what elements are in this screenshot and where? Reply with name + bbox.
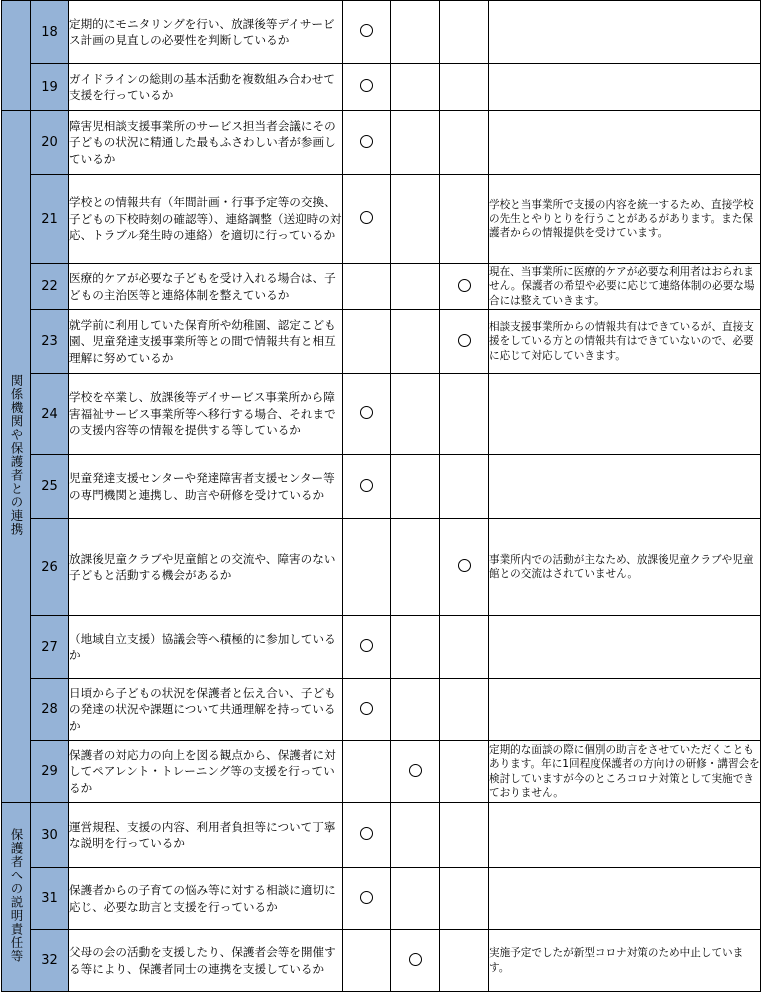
category-cell: 関係機関や保護者との連携 bbox=[2, 111, 31, 803]
note-text bbox=[489, 679, 761, 741]
col-yes bbox=[343, 64, 391, 111]
note-text bbox=[489, 111, 761, 175]
row-number: 20 bbox=[31, 111, 69, 175]
item-text: 学校との情報共有（年間計画・行事予定等の交換、子どもの下校時刻の確認等）、連絡調整（送迎時の対応、トラブル発生時の連絡）を適切に行っているか bbox=[69, 175, 343, 264]
item-text: 学校を卒業し、放課後等デイサービス事業所から障害福祉サービス事業所等へ移行する場合、それまでの支援内容等の情報を提供する等しているか bbox=[69, 374, 343, 455]
item-text: 児童発達支援センターや発達障害者支援センター等の専門機関と連携し、助言や研修を受けているか bbox=[69, 455, 343, 519]
note-text: 定期的な面談の際に個別の助言をさせていただくこともあります。年に1回程度保護者の方向けの研修・講習会を検討していますが今のところコロナ対策として実施できておりません。 bbox=[489, 741, 761, 803]
table-row bbox=[2, 374, 761, 455]
col-no bbox=[440, 1, 489, 64]
col-yes bbox=[343, 455, 391, 519]
row-number: 23 bbox=[31, 310, 69, 374]
col-no bbox=[440, 175, 489, 264]
table-row bbox=[2, 175, 761, 264]
yes-circle-icon bbox=[360, 24, 373, 37]
col-partial bbox=[391, 374, 440, 455]
col-no bbox=[440, 64, 489, 111]
col-yes bbox=[343, 374, 391, 455]
item-text: 障害児相談支援事業所のサービス担当者会議にその子どもの状況に精通した最もふさわしい者が参画しているか bbox=[69, 111, 343, 175]
col-partial bbox=[391, 741, 440, 803]
table-row bbox=[2, 803, 761, 868]
item-text: 日頃から子どもの状況を保護者と伝え合い、子どもの発達の状況や課題について共通理解を持っているか bbox=[69, 679, 343, 741]
yes-circle-icon bbox=[360, 827, 373, 840]
category-cell: 保護者への説明責任等 bbox=[2, 803, 31, 992]
yes-circle-icon bbox=[360, 639, 373, 652]
no-circle-icon bbox=[458, 279, 471, 292]
row-number: 19 bbox=[31, 64, 69, 111]
yes-circle-icon bbox=[360, 211, 373, 224]
row-number: 18 bbox=[31, 1, 69, 64]
col-yes bbox=[343, 803, 391, 868]
note-text bbox=[489, 868, 761, 930]
row-number: 21 bbox=[31, 175, 69, 264]
row-number: 29 bbox=[31, 741, 69, 803]
col-partial bbox=[391, 679, 440, 741]
row-number: 24 bbox=[31, 374, 69, 455]
partial-circle-icon bbox=[409, 764, 422, 777]
note-text: 相談支援事業所からの情報共有はできているが、直接支援をしている方との情報共有はできていないので、必要に応じて対応していきます。 bbox=[489, 310, 761, 374]
col-partial bbox=[391, 868, 440, 930]
item-text: 保護者の対応力の向上を図る観点から、保護者に対してペアレント・トレーニング等の支援を行っているか bbox=[69, 741, 343, 803]
col-no bbox=[440, 310, 489, 374]
col-partial bbox=[391, 1, 440, 64]
col-yes bbox=[343, 1, 391, 64]
note-text bbox=[489, 803, 761, 868]
table-row bbox=[2, 111, 761, 175]
table-row bbox=[2, 1, 761, 64]
table-row bbox=[2, 616, 761, 679]
category-cell bbox=[2, 1, 31, 111]
table-row bbox=[2, 310, 761, 374]
no-circle-icon bbox=[458, 334, 471, 347]
table-row bbox=[2, 264, 761, 310]
col-yes bbox=[343, 310, 391, 374]
col-no bbox=[440, 519, 489, 616]
table-row bbox=[2, 455, 761, 519]
col-partial bbox=[391, 264, 440, 310]
col-partial bbox=[391, 175, 440, 264]
col-no bbox=[440, 111, 489, 175]
partial-circle-icon bbox=[409, 953, 422, 966]
col-no bbox=[440, 374, 489, 455]
col-no bbox=[440, 616, 489, 679]
table-row bbox=[2, 741, 761, 803]
yes-circle-icon bbox=[360, 79, 373, 92]
col-yes bbox=[343, 616, 391, 679]
row-number: 32 bbox=[31, 930, 69, 992]
table-row bbox=[2, 519, 761, 616]
col-yes bbox=[343, 741, 391, 803]
table-row bbox=[2, 679, 761, 741]
note-text bbox=[489, 616, 761, 679]
col-no bbox=[440, 741, 489, 803]
note-text bbox=[489, 455, 761, 519]
col-no bbox=[440, 868, 489, 930]
col-no bbox=[440, 803, 489, 868]
col-partial bbox=[391, 803, 440, 868]
row-number: 22 bbox=[31, 264, 69, 310]
item-text: 父母の会の活動を支援したり、保護者会等を開催する等により、保護者同士の連携を支援しているか bbox=[69, 930, 343, 992]
item-text: 運営規程、支援の内容、利用者負担等について丁寧な説明を行っているか bbox=[69, 803, 343, 868]
yes-circle-icon bbox=[360, 135, 373, 148]
col-yes bbox=[343, 111, 391, 175]
col-no bbox=[440, 455, 489, 519]
row-number: 26 bbox=[31, 519, 69, 616]
col-no bbox=[440, 930, 489, 992]
row-number: 27 bbox=[31, 616, 69, 679]
row-number: 30 bbox=[31, 803, 69, 868]
yes-circle-icon bbox=[360, 406, 373, 419]
col-yes bbox=[343, 868, 391, 930]
yes-circle-icon bbox=[360, 891, 373, 904]
note-text: 実施予定でしたが新型コロナ対策のため中止しています。 bbox=[489, 930, 761, 992]
yes-circle-icon bbox=[360, 702, 373, 715]
table-row bbox=[2, 64, 761, 111]
col-yes bbox=[343, 175, 391, 264]
note-text: 事業所内での活動が主なため、放課後児童クラブや児童館との交流はされていません。 bbox=[489, 519, 761, 616]
note-text bbox=[489, 1, 761, 64]
row-number: 25 bbox=[31, 455, 69, 519]
col-partial bbox=[391, 111, 440, 175]
col-yes bbox=[343, 679, 391, 741]
item-text: 放課後児童クラブや児童館との交流や、障害のない子どもと活動する機会があるか bbox=[69, 519, 343, 616]
col-no bbox=[440, 679, 489, 741]
item-text: 定期的にモニタリングを行い、放課後等デイサービス計画の見直しの必要性を判断しているか bbox=[69, 1, 343, 64]
note-text: 現在、当事業所に医療的ケアが必要な利用者はおられません。保護者の希望や必要に応じて連絡体制の必要な場合には整えていきます。 bbox=[489, 264, 761, 310]
col-partial bbox=[391, 519, 440, 616]
table-row bbox=[2, 868, 761, 930]
col-partial bbox=[391, 310, 440, 374]
col-partial bbox=[391, 64, 440, 111]
table-row bbox=[2, 930, 761, 992]
col-no bbox=[440, 264, 489, 310]
evaluation-table bbox=[1, 0, 761, 992]
col-partial bbox=[391, 616, 440, 679]
item-text: 就学前に利用していた保育所や幼稚園、認定こども園、児童発達支援事業所等との間で情報共有と相互理解に努めているか bbox=[69, 310, 343, 374]
item-text: 医療的ケアが必要な子どもを受け入れる場合は、子どもの主治医等と連絡体制を整えているか bbox=[69, 264, 343, 310]
note-text bbox=[489, 374, 761, 455]
col-yes bbox=[343, 930, 391, 992]
col-yes bbox=[343, 519, 391, 616]
item-text: （地域自立支援）協議会等へ積極的に参加しているか bbox=[69, 616, 343, 679]
row-number: 28 bbox=[31, 679, 69, 741]
row-number: 31 bbox=[31, 868, 69, 930]
col-partial bbox=[391, 455, 440, 519]
note-text: 学校と当事業所で支援の内容を統一するため、直接学校の先生とやりとりを行うことがあるがあります。また保護者からの情報提供を受けています。 bbox=[489, 175, 761, 264]
note-text bbox=[489, 64, 761, 111]
item-text: ガイドラインの総則の基本活動を複数組み合わせて支援を行っているか bbox=[69, 64, 343, 111]
col-yes bbox=[343, 264, 391, 310]
item-text: 保護者からの子育ての悩み等に対する相談に適切に応じ、必要な助言と支援を行っているか bbox=[69, 868, 343, 930]
no-circle-icon bbox=[458, 559, 471, 572]
col-partial bbox=[391, 930, 440, 992]
yes-circle-icon bbox=[360, 479, 373, 492]
